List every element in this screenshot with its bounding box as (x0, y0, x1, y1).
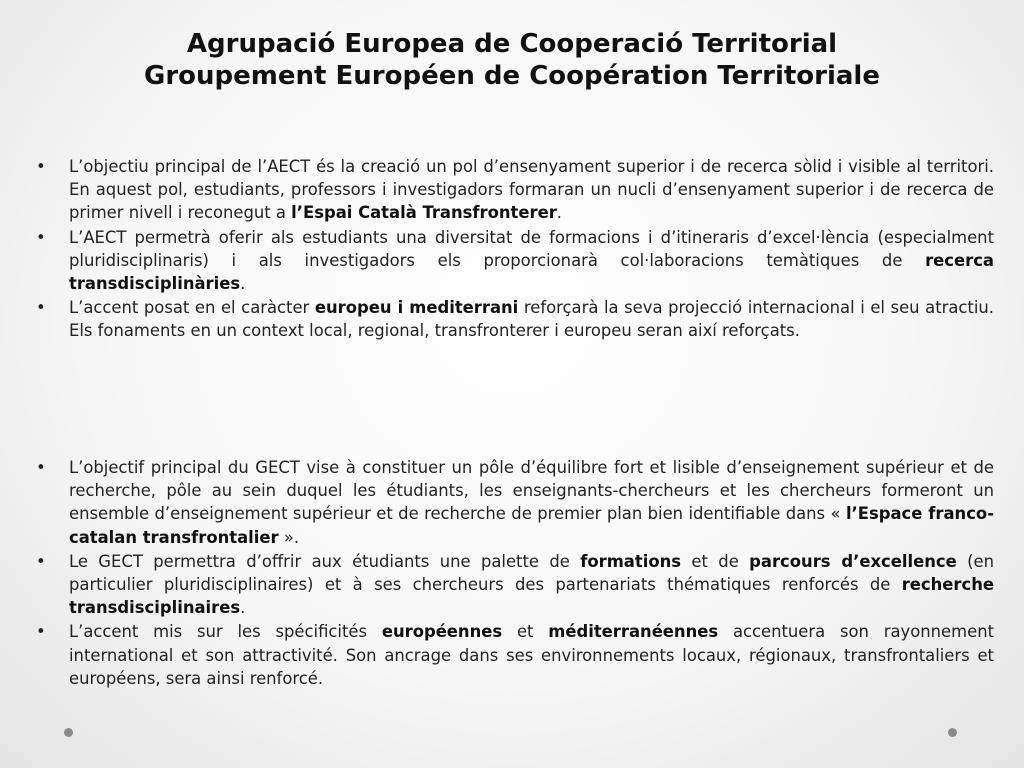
bullet-emphasis: formations (580, 551, 682, 571)
bullet-item (36, 296, 994, 342)
bullet-text: accentuera son rayonnement international et son attractivité. Son ancrage dans ses environnements locaux, régionaux, transfrontaliers et européens, sera ainsi renforcé. (69, 622, 995, 688)
bullet-text: ». (278, 527, 300, 547)
bullet-text: et de (681, 551, 750, 571)
slide-title (0, 28, 1024, 92)
bullet-emphasis: recherche transdisciplinaires (69, 575, 994, 618)
bullet-emphasis: l’Espace franco-catalan transfrontalier (69, 504, 994, 547)
bullet-text: L’accent mis sur les spécificités (69, 622, 382, 642)
bullet-text: . (240, 274, 246, 294)
bullet-item (36, 550, 994, 620)
bullet-text: (en particulier pluridisciplinaires) et à ses chercheurs des partenariats thématiques renforcés de (69, 551, 994, 595)
bullet-emphasis: europeu i mediterrani (314, 298, 519, 318)
bullet-item (36, 226, 994, 296)
bullet-text: Le GECT permettra d’offrir aux étudiants une palette de (69, 551, 581, 571)
bullet-text: . (240, 598, 246, 618)
bullet-text: . (556, 203, 563, 223)
bullet-text: L’objectif principal du GECT vise à constituer un pôle d’équilibre fort et lisible d’enseignement supérieur et de recherche, pôle au sein duquel les étudiants, les enseignants-chercheurs et les chercheurs formeront un ensemble d’enseignement supérieur et de recherche de premier plan bien identifiable dans « (69, 458, 994, 524)
catalan-bullet-list (36, 155, 994, 344)
bullet-marker: • (36, 622, 46, 642)
bullet-marker: • (36, 227, 46, 247)
bullet-text: reforçarà la seva projecció internacional i el seu atractiu. Els fonaments en un context local, regional, transfronterer i europeu seran així reforçats. (69, 298, 994, 341)
bullet-text: et (502, 622, 549, 642)
french-bullet-list (36, 456, 994, 691)
bullet-emphasis: recerca transdisciplinàries (69, 250, 994, 294)
title-line-french: Groupement Européen de Coopération Territoriale (144, 61, 880, 91)
title-line-catalan: Agrupació Europea de Cooperació Territorial (186, 29, 838, 59)
bullet-item (36, 620, 994, 690)
bullet-item (36, 155, 994, 225)
bullet-text: L’AECT permetrà oferir als estudiants una diversitat de formacions i d’itineraris d’excel·lència (especialment pluridisciplinaris) i als investigadors els proporcionarà col·laboracions temàtiques de (69, 227, 994, 270)
decorative-dot-right (948, 728, 957, 737)
bullet-emphasis: méditerranéennes (548, 622, 719, 642)
bullet-text: L’objectiu principal de l’AECT és la creació un pol d’ensenyament superior i de recerca sòlid i visible al territori. En aquest pol, estudiants, professors i investigadors formaran un nucli d’ensenyament superior i de recerca de primer nivell i reconegut a (69, 157, 994, 223)
bullet-marker: • (36, 458, 46, 477)
bullet-emphasis: européennes (381, 622, 503, 642)
bullet-emphasis: parcours d’excellence (749, 551, 957, 571)
bullet-marker: • (36, 551, 46, 571)
bullet-emphasis: l’Espai Català Transfronterer (291, 203, 557, 223)
decorative-dot-left (64, 728, 73, 737)
bullet-marker: • (36, 157, 46, 176)
bullet-item (36, 456, 994, 549)
bullet-marker: • (36, 298, 46, 318)
bullet-text: L’accent posat en el caràcter (69, 298, 315, 318)
